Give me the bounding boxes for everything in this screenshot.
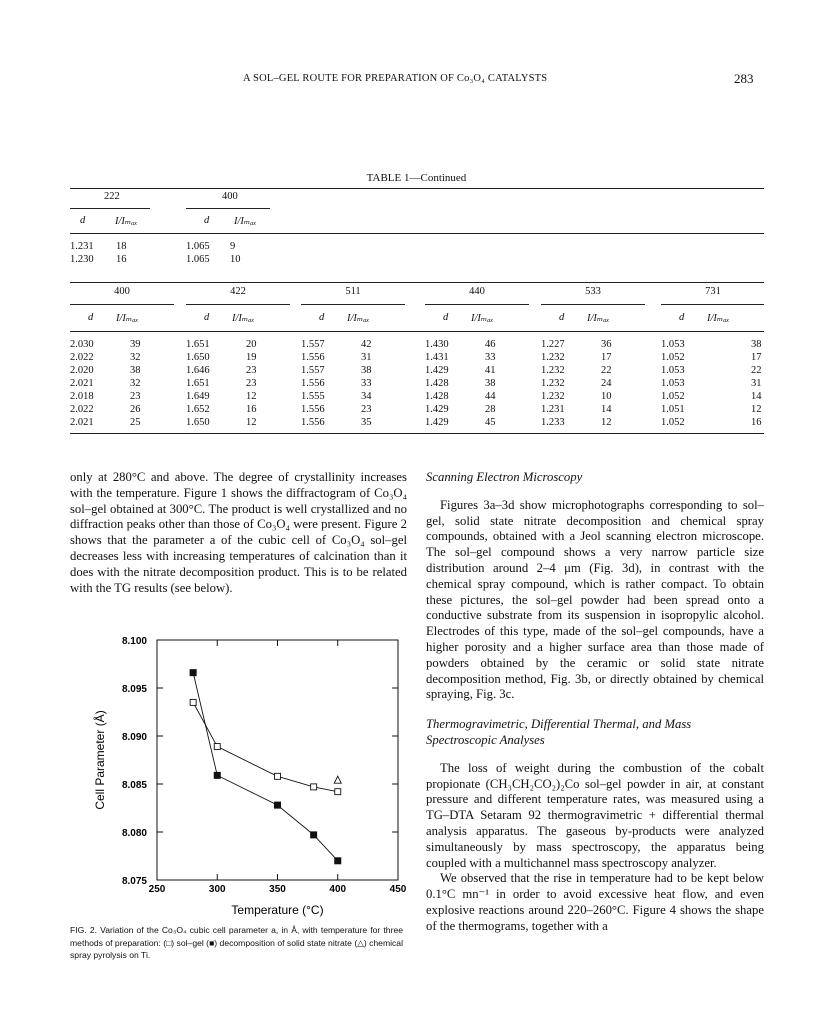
data-point-nitrate [190,670,196,676]
table-cell: 1.651 [186,378,210,389]
table-cell: 23 [361,404,372,415]
table-cell: 1.053 [661,365,685,376]
column-header-d: d [559,312,565,323]
x-tick-label: 350 [269,884,286,895]
table-cell: 1.650 [186,352,210,363]
y-tick-label: 8.080 [121,828,147,839]
table-cell: 2.022 [70,352,94,363]
table-cell: 32 [130,378,141,389]
table-cell: 2.020 [70,365,94,376]
bottom-group-header: 400 [114,286,130,297]
table-cell: 23 [246,365,257,376]
table-cell: 38 [485,378,496,389]
column-header-d: d [679,312,685,323]
bottom-group-header: 422 [230,286,246,297]
table-cell: 32 [130,352,141,363]
table-header-rule [70,233,764,234]
table-cell: 33 [361,378,372,389]
group-rule [70,304,174,305]
page-number: 283 [734,71,754,86]
column-header-d: d [319,312,325,323]
y-tick-label: 8.090 [121,732,147,743]
data-point-sol-gel [190,699,196,705]
table-cell: 1.233 [541,417,565,428]
table-cell: 1.649 [186,391,210,402]
table-cell: 1.557 [301,365,325,376]
table-cell: 38 [361,365,372,376]
figure-caption: FIG. 2. Variation of the Co₃O₄ cubic cell parameter a, in Å, with temperature for three methods of preparation: (□) sol–gel (■) decomposition of solid state nitrate (△) chemical spray pyrolysis on Ti. [70,925,403,960]
bottom-group-header: 440 [469,286,485,297]
table-cell: 1.232 [541,352,565,363]
table-cell: 41 [485,365,496,376]
table-cell: 1.431 [425,352,449,363]
table-cell: 45 [485,417,496,428]
table-cell: 1.428 [425,378,449,389]
x-tick-label: 450 [389,884,407,895]
right-column [426,470,764,935]
data-point-sol-gel [311,784,317,790]
table-cell: 38 [751,339,762,350]
column-header-d: d [204,215,210,226]
table-cell: 23 [130,391,141,402]
table-cell: 44 [485,391,496,402]
table-cell: 1.650 [186,417,210,428]
data-point-nitrate [275,802,281,808]
bottom-group-header: 511 [345,286,361,297]
running-head: A SOL–GEL ROUTE FOR PREPARATION OF Co₃O₄ CATALYSTS [243,73,548,84]
table-cell: 2.021 [70,417,94,428]
bottom-group-header: 533 [585,286,601,297]
column-header-intensity: I/Iₘₐₓ [116,313,139,324]
table-cell: 1.230 [70,254,94,265]
group-rule [70,208,150,209]
table-cell: 1.052 [661,417,685,428]
table-cell: 39 [130,339,141,350]
data-point-sol-gel [335,789,341,795]
table-cell: 22 [751,365,762,376]
column-header-intensity: I/Iₘₐₓ [234,216,257,227]
table-cell: 20 [246,339,257,350]
table-cell: 12 [246,391,257,402]
x-axis-label: Temperature (°C) [231,903,324,917]
table-cell: 35 [361,417,372,428]
table-cell: 1.231 [541,404,565,415]
column-header-d: d [443,312,449,323]
y-tick-label: 8.095 [121,684,147,695]
bottom-group-header: 731 [705,286,721,297]
table-cell: 18 [116,241,127,252]
table-header-rule [70,331,764,332]
table-cell: 16 [751,417,762,428]
table-cell: 33 [485,352,496,363]
table-bottom-rule [70,433,764,434]
table-cell: 1.051 [661,404,685,415]
table-cell: 1.556 [301,417,325,428]
table-cell: 2.018 [70,391,94,402]
table-cell: 1.053 [661,378,685,389]
section-rule [70,282,764,283]
x-tick-label: 300 [208,884,226,895]
column-header-intensity: I/Iₘₐₓ [232,313,255,324]
table-cell: 46 [485,339,496,350]
table-cell: 12 [601,417,612,428]
table-cell: 1.429 [425,365,449,376]
column-header-intensity: I/Iₘₐₓ [347,313,370,324]
group-rule [425,304,529,305]
section-heading-sem: Scanning Electron Microscopy [426,470,583,484]
table-cell: 31 [361,352,372,363]
group-rule [541,304,645,305]
table-cell: 22 [601,365,612,376]
table-cell: 1.429 [425,417,449,428]
table-cell: 1.652 [186,404,210,415]
table-cell: 10 [601,391,612,402]
table-cell: 1.555 [301,391,325,402]
table-cell: 10 [230,254,241,265]
table-cell: 17 [601,352,612,363]
x-tick-label: 250 [148,884,166,895]
table-cell: 1.556 [301,352,325,363]
table-cell: 1.052 [661,391,685,402]
table-cell: 16 [246,404,257,415]
table-cell: 1.232 [541,378,565,389]
table-caption: TABLE 1—Continued [366,172,467,184]
data-point-sol-gel [214,744,220,750]
table-cell: 19 [246,352,257,363]
table-cell: 1.428 [425,391,449,402]
column-header-intensity: I/Iₘₐₓ [587,313,610,324]
group-rule [186,304,290,305]
table-cell: 1.646 [186,365,210,376]
body-paragraph: only at 280°C and above. The degree of crystallinity increases with the temperature. Figure 1 shows the diffractogram of Co₃O₄ sol–gel obtained at 300°C. The product is well crystallized and no diffraction peaks other than those of Co₃O₄ were present. Figure 2 shows that the parameter a of the cubic cell of Co₃O₄ sol–gel decreases less with increasing temperatures of calcination than it does with the nitrate decomposition product. This is to be related with the TG results (see below). [70,470,407,595]
y-tick-label: 8.100 [121,636,147,647]
table-cell: 1.232 [541,365,565,376]
table-cell: 42 [361,339,372,350]
table-cell: 38 [130,365,141,376]
table-cell: 23 [246,378,257,389]
table-cell: 1.232 [541,391,565,402]
table-cell: 1.556 [301,404,325,415]
column-header-intensity: I/Iₘₐₓ [471,313,494,324]
data-point-sol-gel [275,773,281,779]
table-cell: 1.065 [186,241,210,252]
table-cell: 2.021 [70,378,94,389]
table-cell: 17 [751,352,762,363]
table-cell: 28 [485,404,496,415]
y-tick-label: 8.075 [121,876,147,887]
table-cell: 1.429 [425,404,449,415]
group-rule [301,304,405,305]
table-cell: 34 [361,391,372,402]
table-cell: 36 [601,339,612,350]
column-header-d: d [88,312,94,323]
data-point-nitrate [311,832,317,838]
table-cell: 1.053 [661,339,685,350]
table-cell: 2.022 [70,404,94,415]
data-point-spray [334,776,341,783]
figure-2-chart [70,630,410,922]
table-cell: 25 [130,417,141,428]
body-paragraph: The loss of weight during the combustion of the cobalt propionate (CH₃CH₂CO₂)₂Co sol–gel powder in air, at constant pressure and different temperature rates, was measured using a TG–DTA Setaram 92 thermogravimetric + differential thermal analysis apparatus. The gaseous by-products were analyzed simultaneously by mass spectroscopy, the apparatus being coupled with a multichannel mass spectroscopy analyzer. [426,760,764,870]
data-point-nitrate [335,858,341,864]
body-paragraph: Figures 3a–3d show microphotographs corresponding to sol–gel, solid state nitrate decomposition and chemical spray compounds, obtained with a Jeol scanning electron microscope. The sol–gel compound shows a very narrow particle size distribution around 2–4 μm (Fig. 3d), in contrast with the chemical spray compound, which is rather compact. To obtain these pictures, the sol–gel powder had been spread onto a conductive substrate from its suspension in isopropylic alcohol. Electrodes of this type, made of the sol–gel compounds, have a higher porosity and a higher surface area than those made of powders obtained by the ceramic or solid state nitrate decomposition method, Fig. 3b, or directly obtained by chemical spraying, Fig. 3c. [426,497,764,702]
table-cell: 1.227 [541,339,565,350]
table-cell: 26 [130,404,141,415]
table-cell: 16 [116,254,127,265]
table-cell: 1.231 [70,241,94,252]
table-top-rule [70,188,764,189]
top-group-header: 400 [222,191,238,202]
column-header-d: d [204,312,210,323]
column-header-d: d [80,215,86,226]
left-column [70,470,407,596]
group-rule [661,304,764,305]
table-cell: 2.030 [70,339,94,350]
column-header-intensity: I/Iₘₐₓ [115,216,138,227]
table-cell: 9 [230,241,236,252]
table-cell: 1.052 [661,352,685,363]
table-cell: 1.557 [301,339,325,350]
x-tick-label: 400 [329,884,347,895]
table-cell: 31 [751,378,762,389]
body-paragraph: We observed that the rise in temperature had to be kept below 0.1°C mn⁻¹ in order to avoid excessive heat flow, and even explosive reactions around 220–260°C. Figure 4 shows the shape of the thermograms, together with a [426,871,764,933]
table-cell: 1.556 [301,378,325,389]
data-point-nitrate [214,772,220,778]
table-cell: 1.065 [186,254,210,265]
table-cell: 24 [601,378,612,389]
group-rule [186,208,270,209]
table-cell: 14 [751,391,762,402]
top-group-header: 222 [104,191,120,202]
table-cell: 14 [601,404,612,415]
table-cell: 12 [751,404,762,415]
table-cell: 1.651 [186,339,210,350]
section-heading-thermo: Thermogravimetric, Differential Thermal, and Mass Spectroscopic Analyses [426,717,692,747]
y-axis-label: Cell Parameter (Å) [93,710,107,810]
table-cell: 1.430 [425,339,449,350]
y-tick-label: 8.085 [121,780,147,791]
table-cell: 12 [246,417,257,428]
column-header-intensity: I/Iₘₐₓ [707,313,730,324]
